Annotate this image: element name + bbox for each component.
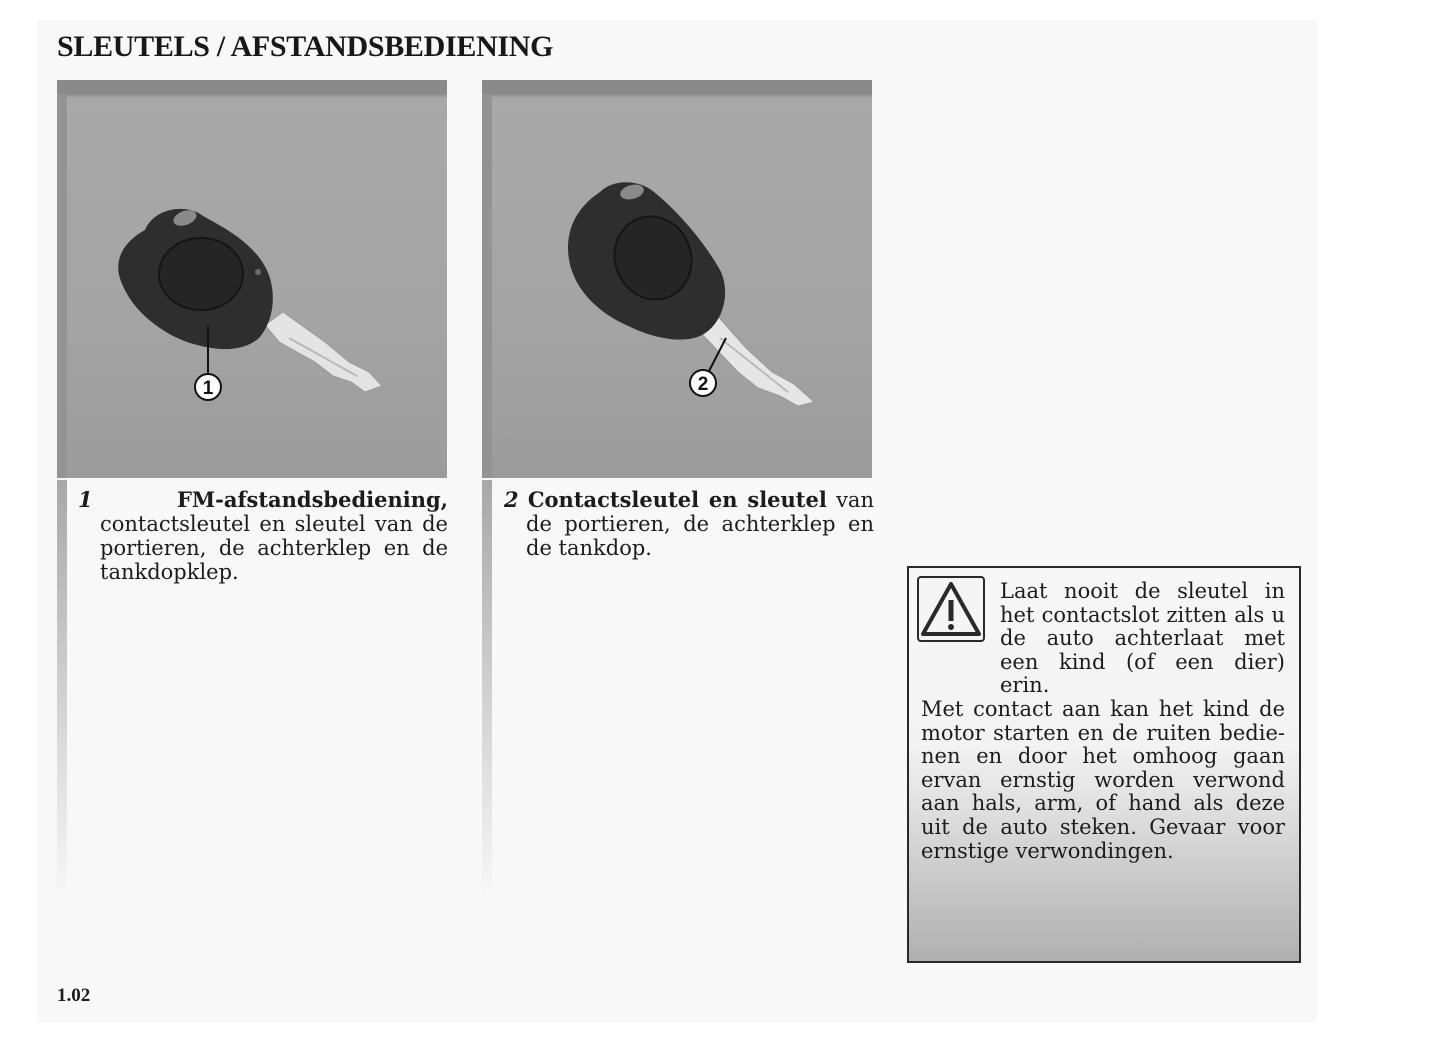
- callout-1-label: 1: [202, 378, 214, 399]
- caption-1-number: 1: [78, 487, 93, 512]
- remote-key-illustration: [57, 80, 447, 478]
- page-number: 1.02: [57, 985, 91, 1006]
- caption-2-lead: Contactsleutel en sleutel: [527, 487, 827, 512]
- warning-box: [907, 566, 1301, 963]
- warning-body: Met contact aan kan het kind de motor starten en de ruiten bedienen en door het omhoog gaan ervan ernstig worden verwond aan hals, arm, of hand als deze uit de auto steken. Gevaar voor ernstige verwondingen.: [921, 696, 1285, 863]
- callout-2-label: 2: [697, 374, 709, 395]
- warning-first: Laat nooit de sleutel in het contactslot zitten als u de auto achterlaat met een kind (of een dier) erin.: [1000, 579, 1285, 698]
- caption-1: [78, 488, 448, 584]
- caption-1-text: contactsleutel en sleutel van de portieren, de achterklep en de tankdopklep.: [100, 512, 448, 584]
- caption-2: [504, 488, 874, 560]
- photo-ignition-key: [482, 80, 872, 478]
- ignition-key-illustration: [482, 80, 872, 478]
- column-strip-middle: [482, 480, 492, 900]
- photo-remote-key: [57, 80, 447, 478]
- caption-2-text: van de portieren, de achterklep en de tankdop.: [526, 488, 874, 560]
- column-strip-left: [57, 480, 67, 900]
- page-title: SLEUTELS / AFSTANDSBEDIENING: [57, 30, 554, 63]
- caption-2-number: 2: [504, 487, 519, 512]
- warning-text: [921, 580, 1285, 863]
- caption-1-lead: FM-afstandsbediening,: [177, 487, 448, 512]
